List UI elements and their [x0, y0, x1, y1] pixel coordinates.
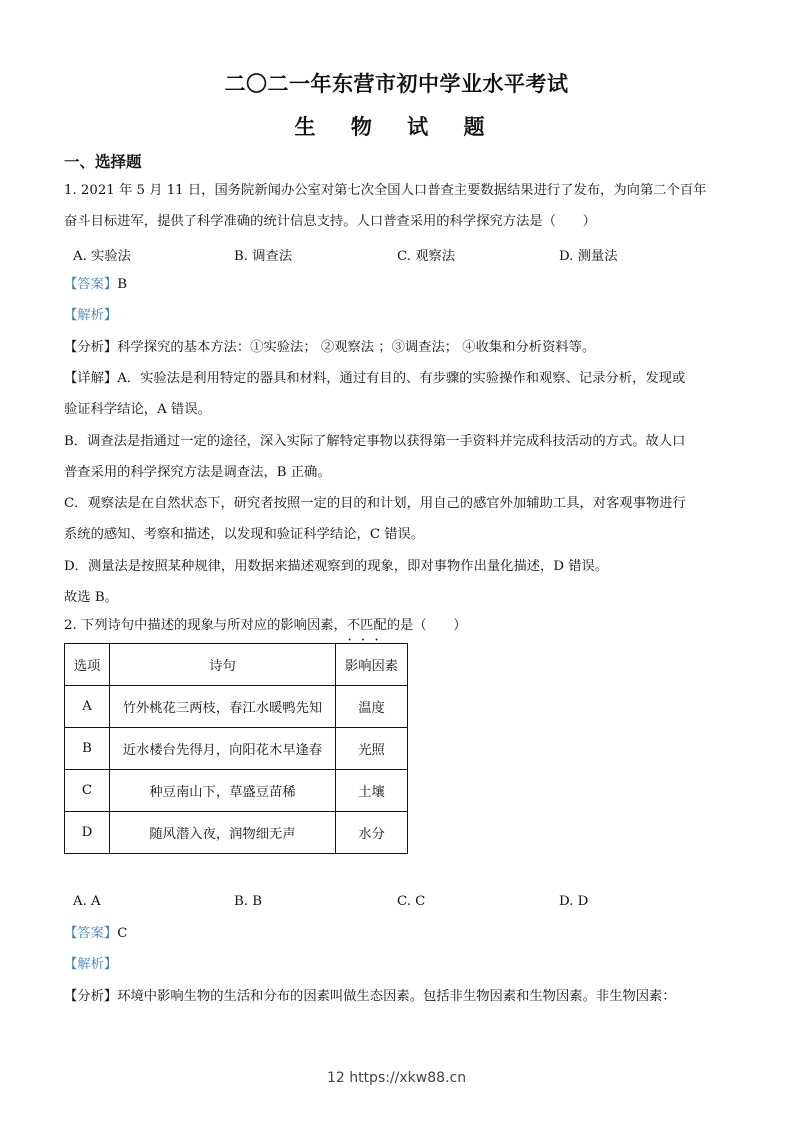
page-footer: 12 https://xkw88.cn [326, 1070, 467, 1086]
q1-detail-c-line2: 系统的感知、考察和描述，以发现和验证科学结论，C 错误。 [64, 527, 425, 542]
q1-conclusion: 故选 B。 [64, 590, 118, 605]
table-row [65, 812, 408, 854]
q1-detail-d-line1: D．测量法是按照某种规律，用数据来描述观察到的现象，即对事物作出量化描述，D 错误。 [64, 559, 609, 574]
answer-tag: 【答案】 [64, 926, 118, 941]
q2-option-c: C. C [397, 894, 426, 909]
q2-fenxi [64, 988, 676, 1006]
q2-table [64, 643, 408, 854]
table-row [65, 770, 408, 812]
q1-detail-b-line1: B．调查法是指通过一定的途径，深入实际了解特定事物以获得第一手资料并完成科技活动的方式。故人口 [64, 434, 686, 449]
detail-a-text: A．实验法是利用特定的器具和材料，通过有目的、有步骤的实验操作和观察、记录分析，发现或 [117, 371, 686, 386]
answer-tag: 【答案】 [64, 277, 118, 292]
q2-stem-emphasis: 不匹配 • • • [347, 618, 387, 633]
q2-option-d: D. D [559, 894, 589, 909]
row-poem: 种豆南山下，草盛豆苗稀 [110, 770, 336, 812]
q1-fenxi [64, 339, 595, 357]
q1-analysis-heading [64, 307, 117, 325]
row-factor: 土壤 [336, 770, 408, 812]
header-option: 选项 [65, 644, 110, 686]
row-option: A [65, 686, 110, 728]
row-poem: 竹外桃花三两枝，春江水暖鸭先知 [110, 686, 336, 728]
row-factor: 光照 [336, 728, 408, 770]
analysis-tag: 【解析】 [64, 308, 118, 323]
q2-stem-suffix: 的是（ ） [386, 618, 467, 633]
q1-detail-a-line2: 验证科学结论，A 错误。 [64, 402, 211, 417]
row-poem: 随风潜入夜，润物细无声 [110, 812, 336, 854]
fenxi-text: 环境中影响生物的生活和分布的因素叫做生态因素。包括非生物因素和生物因素。非生物因素： [117, 989, 676, 1004]
row-poem: 近水楼台先得月，向阳花木早逢春 [110, 728, 336, 770]
fenxi-tag: 【分析】 [64, 340, 118, 355]
row-factor: 水分 [336, 812, 408, 854]
header-factor: 影响因素 [336, 644, 408, 686]
analysis-tag: 【解析】 [64, 957, 118, 972]
section-heading: 一、选择题 [64, 153, 142, 171]
header-poem: 诗句 [110, 644, 336, 686]
q1-stem-line2: 奋斗目标进军，提供了科学准确的统计信息支持。人口普查采用的科学探究方法是（ ） [64, 214, 596, 229]
q1-option-b: B. 调查法 [234, 249, 293, 264]
exam-subtitle: 生 物 试 题 [294, 115, 499, 139]
q1-option-c: C. 观察法 [397, 249, 456, 264]
row-option: C [65, 770, 110, 812]
q2-analysis-heading [64, 956, 117, 974]
answer-value: B [117, 277, 127, 292]
row-option: D [65, 812, 110, 854]
q1-option-a: A. 实验法 [73, 249, 131, 264]
table-row [65, 686, 408, 728]
q1-answer [64, 276, 127, 294]
q1-stem-line1: 1. 2021 年 5 月 11 日，国务院新闻办公室对第七次全国人口普查主要数据结果进行了发布，为向第二个百年 [64, 183, 707, 198]
exam-title: 二〇二一年东营市初中学业水平考试 [224, 72, 569, 96]
q2-option-b: B. B [234, 894, 262, 909]
table-header-row [65, 644, 408, 686]
row-factor: 温度 [336, 686, 408, 728]
fenxi-tag: 【分析】 [64, 989, 118, 1004]
q2-stem-prefix: 2. 下列诗句中描述的现象与所对应的影响因素， [64, 618, 347, 633]
q2-stem [64, 617, 467, 635]
q1-detail-c-line1: C．观察法是在自然状态下，研究者按照一定的目的和计划，用自己的感官外加辅助工具，对客观事物进行 [64, 496, 686, 511]
answer-value: C [117, 926, 128, 941]
q1-option-d: D. 测量法 [559, 249, 618, 264]
q1-detail-b-line2: 普查采用的科学探究方法是调查法，B 正确。 [64, 465, 331, 480]
row-option: B [65, 728, 110, 770]
table-row [65, 728, 408, 770]
fenxi-text: 科学探究的基本方法：①实验法； ②观察法 ；③调查法； ④收集和分析资料等。 [117, 340, 596, 355]
q2-answer [64, 925, 127, 943]
detail-tag: 【详解】 [64, 371, 118, 386]
q2-option-a: A. A [73, 894, 101, 909]
q1-detail-a-line1 [64, 370, 685, 388]
